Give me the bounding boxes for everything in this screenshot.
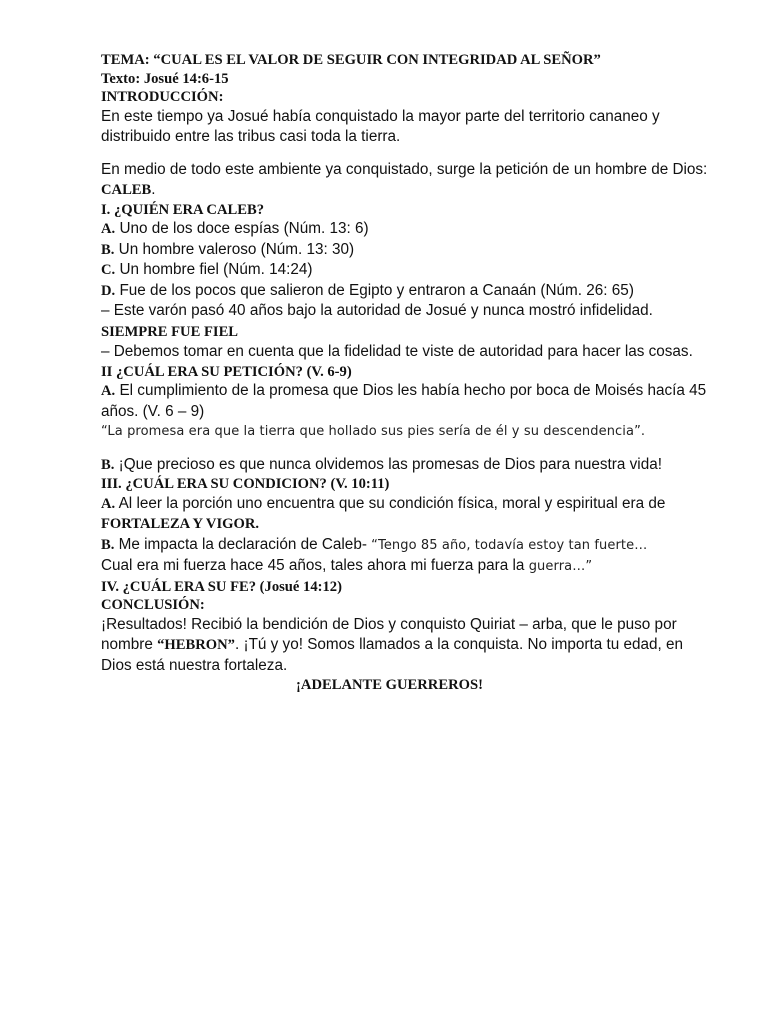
closing-exhortation: ¡ADELANTE GUERREROS!: [296, 677, 483, 693]
section-2-heading: II ¿CUÁL ERA SU PETICIÓN? (V. 6-9): [101, 363, 352, 380]
section-4-heading: IV. ¿CUÁL ERA SU FE? (Josué 14:12): [101, 578, 342, 595]
list-item: C. Un hombre fiel (Núm. 14:24): [101, 261, 313, 278]
list-item: B. Un hombre valeroso (Núm. 13: 30): [101, 240, 355, 258]
conclusion-paragraph: ¡Resultados! Recibió la bendición de Dios y conquisto Quiriat – arba, que le puso por nombre “HEBRON”. ¡Tú y yo! Somos llamados a la conquista. No importa tu edad, en Dios está nuestra fortaleza.: [101, 615, 684, 674]
scripture-reference: Texto: Josué 14:6-15: [101, 70, 229, 87]
conclusion-heading: CONCLUSIÓN:: [101, 597, 205, 613]
theme-title: TEMA: “CUAL ES EL VALOR DE SEGUIR CON INTEGRIDAD AL SEÑOR”: [101, 52, 601, 68]
section-3-heading: III. ¿CUÁL ERA SU CONDICION? (V. 10:11): [101, 476, 390, 492]
section-1-note-1: – Este varón pasó 40 años bajo la autoridad de Josué y nunca mostró infidelidad. SIEMPRE FUE FIEL: [101, 302, 653, 340]
introduction-paragraph-1: En este tiempo ya Josué había conquistado la mayor parte del territorio cananeo y distribuido entre las tribus casi toda la tierra.: [101, 107, 660, 145]
hebron-name: “HEBRON”: [157, 637, 235, 653]
promise-quote: “La promesa era que la tierra que hollado sus pies sería de él y su descendencia”.: [101, 424, 646, 439]
caleb-name: CALEB: [101, 182, 152, 198]
introduction-heading: INTRODUCCIÓN:: [101, 89, 224, 105]
section-3-item-a: A. Al leer la porción uno encuentra que su condición física, moral y espiritual era de FORTALEZA Y VIGOR.: [101, 494, 666, 532]
list-item: D. Fue de los pocos que salieron de Egipto y entraron a Canaán (Núm. 26: 65): [101, 281, 634, 299]
introduction-paragraph-2: En medio de todo este ambiente ya conquistado, surge la petición de un hombre de Dios: CALEB.: [101, 160, 708, 198]
section-2-item-b: B. ¡Que precioso es que nunca olvidemos las promesas de Dios para nuestra vida!: [101, 455, 662, 473]
section-3-item-b: B. Me impacta la declaración de Caleb- “Tengo 85 año, todavía estoy tan fuerte… Cual era mi fuerza hace 45 años, tales ahora mi fuerza para la guerra…”: [101, 535, 648, 574]
list-item: A. Uno de los doce espías (Núm. 13: 6): [101, 220, 369, 237]
section-2-item-a: A. El cumplimiento de la promesa que Dios les había hecho por boca de Moisés hacía 45 años. (V. 6 – 9): [101, 382, 707, 420]
section-1-heading: I. ¿QUIÉN ERA CALEB?: [101, 201, 264, 218]
section-1-note-2: – Debemos tomar en cuenta que la fidelidad te viste de autoridad para hacer las cosas.: [101, 343, 693, 360]
